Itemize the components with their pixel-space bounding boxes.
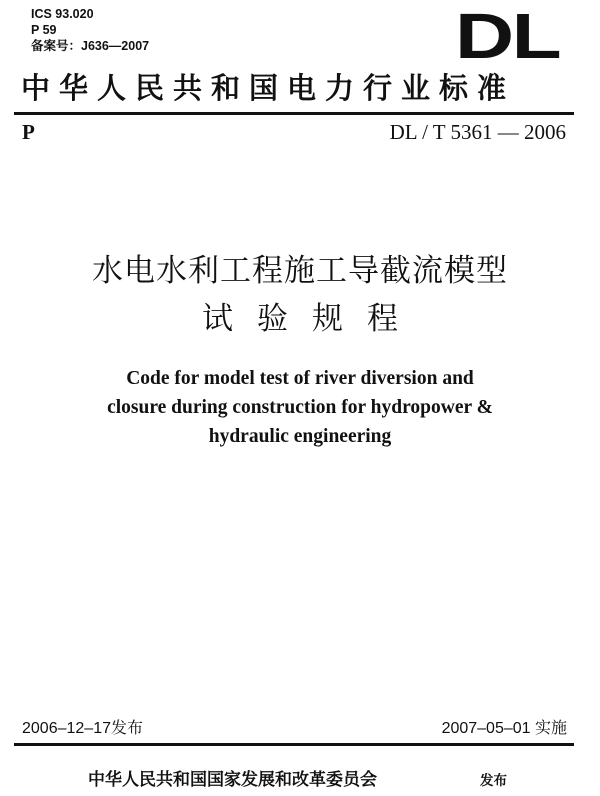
category-code: P [22, 120, 35, 144]
bottom-divider [14, 743, 574, 746]
english-title [40, 364, 560, 451]
english-title-line: Code for model test of river diversion and [126, 368, 474, 389]
industry-standard-title: 中华人民共和国电力行业标准 [21, 71, 516, 105]
effective-date: 2007–05–01 实施 [441, 720, 567, 737]
title-char: 验 [257, 301, 288, 337]
ics-code: ICS 93.020 [31, 7, 94, 21]
standard-number: DL / T 5361 — 2006 [389, 120, 566, 144]
publisher-name: 中华人民共和国国家发展和改革委员会 [88, 770, 377, 790]
title-char: 试 [202, 301, 233, 337]
title-char: 程 [367, 301, 398, 337]
english-title-line: hydraulic engineering [208, 426, 392, 447]
publish-label: 发布 [480, 773, 507, 789]
chinese-title-line-1: 水电水利工程施工导截流模型 [92, 253, 508, 289]
top-divider [14, 112, 574, 115]
chinese-title-line-2 [0, 298, 600, 340]
dl-logo: DL [455, 0, 560, 72]
english-title-line: closure during construction for hydropower & [107, 397, 493, 418]
title-char: 规 [312, 301, 343, 337]
issue-date: 2006–12–17发布 [22, 720, 143, 737]
classification-block [31, 6, 149, 54]
record-number: 备案号：J636—2007 [31, 39, 150, 53]
classification-code: P 59 [31, 23, 57, 37]
